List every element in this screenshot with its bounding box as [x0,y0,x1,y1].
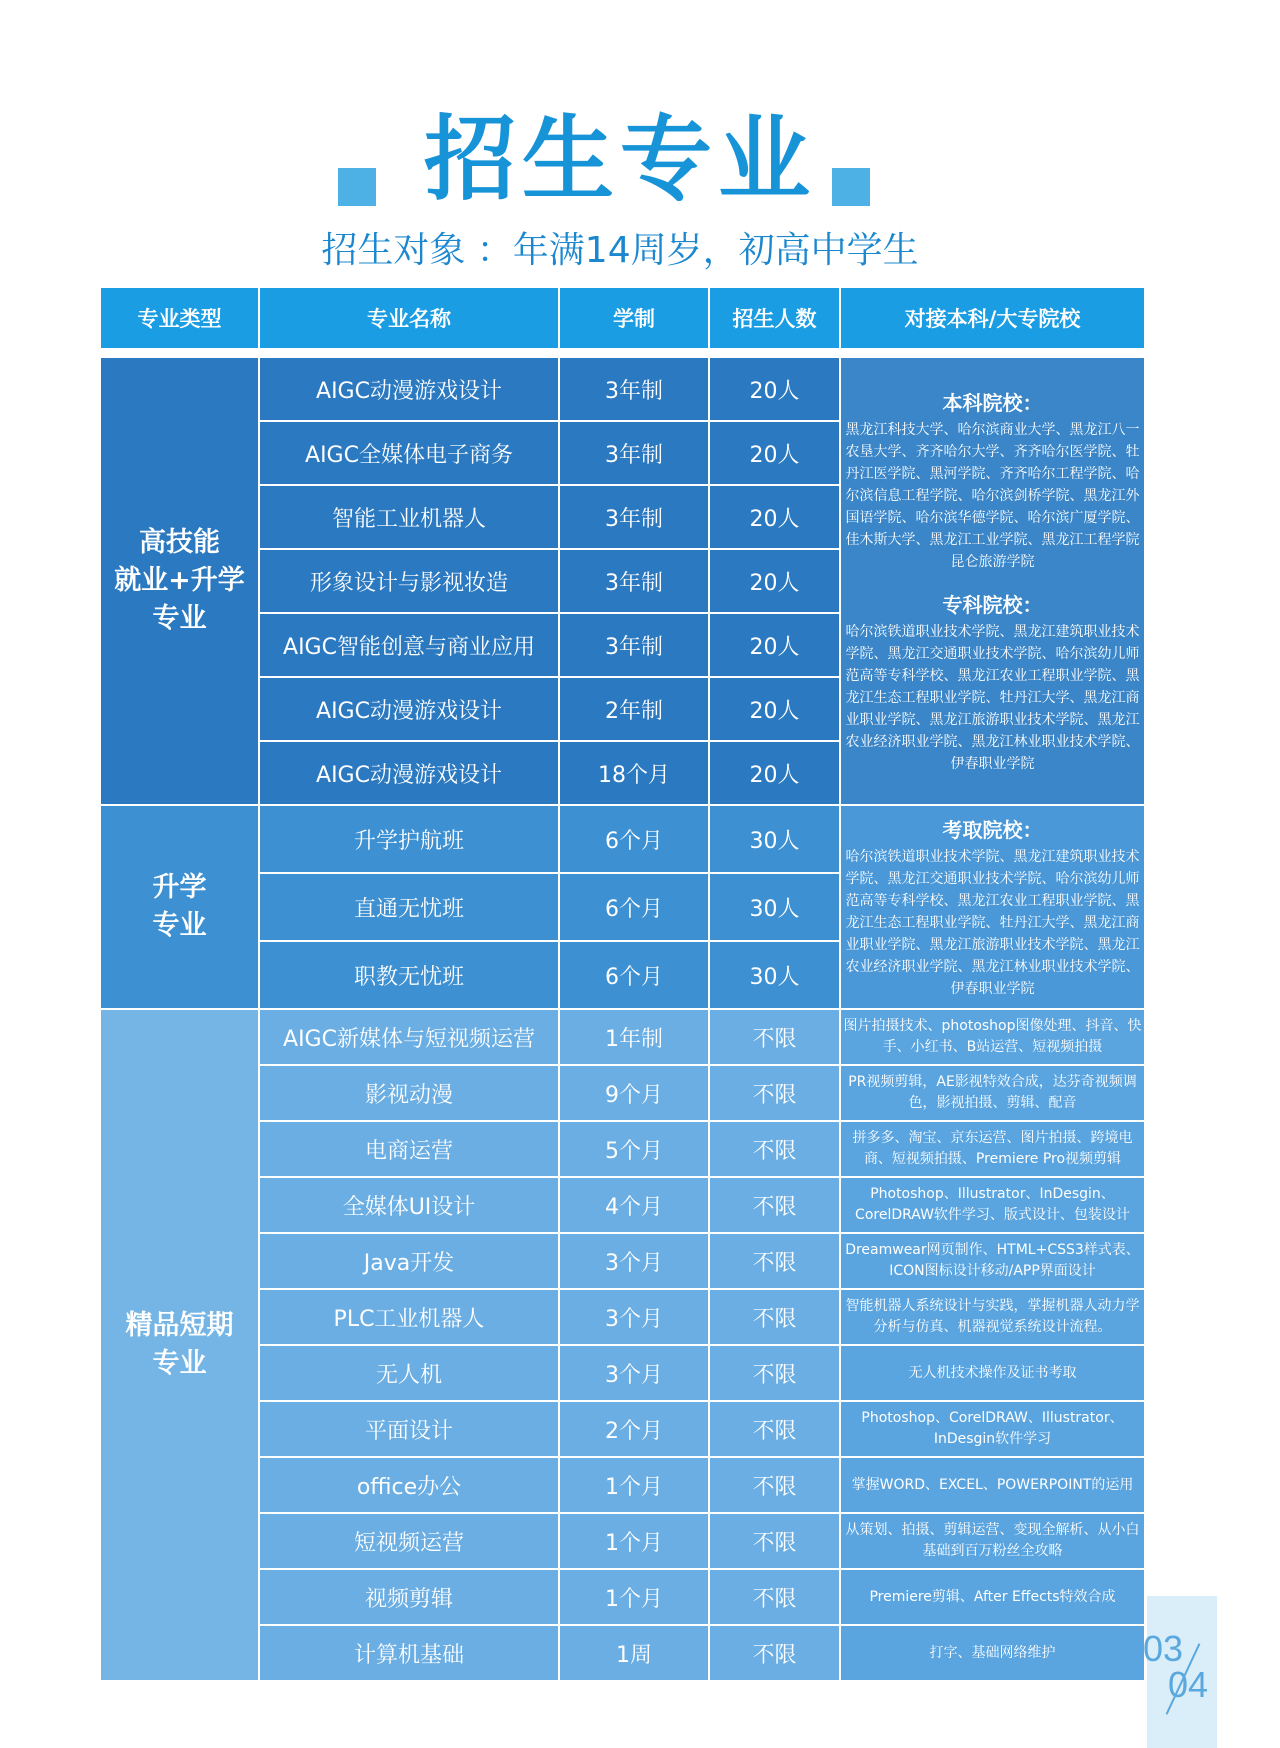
table-header [100,287,1145,349]
major-name: AIGC全媒体电子商务 [259,421,559,485]
duration: 3年制 [559,357,709,421]
duration: 4个月 [559,1177,709,1233]
course-desc: Premiere剪辑、After Effects特效合成 [840,1569,1145,1625]
category-cell [100,357,259,805]
duration: 3个月 [559,1345,709,1401]
duration: 3个月 [559,1289,709,1345]
page-subtitle: 招生对象 ：年满14周岁，初高中学生 [321,230,919,271]
college-head: 专科院校： [942,593,1043,617]
duration: 6个月 [559,805,709,873]
quota: 不限 [709,1177,840,1233]
major-name: office办公 [259,1457,559,1513]
course-desc: 打字、基础网络维护 [840,1625,1145,1681]
major-name: 全媒体UI设计 [259,1177,559,1233]
quota: 不限 [709,1065,840,1121]
column-header: 专业名称 [259,287,559,349]
college-list: 哈尔滨铁道职业技术学院、黑龙江建筑职业技术学院、黑龙江交通职业技术学院、哈尔滨幼儿师范高等专科学校、黑龙江农业工程职业学院、黑龙江生态工程职业学院、牡丹江大学、黑龙江商业职业学院、黑龙江旅游职业技术学院、黑龙江农业经济职业学院、黑龙江林业职业技术学院、伊春职业学院 [845,624,1140,772]
page-current: 03 [1143,1628,1184,1669]
major-name: 短视频运营 [259,1513,559,1569]
category-line: 就业+升学 [114,565,245,596]
major-name: AIGC动漫游戏设计 [259,357,559,421]
major-name: 无人机 [259,1345,559,1401]
major-name: AIGC智能创意与商业应用 [259,613,559,677]
duration: 6个月 [559,873,709,941]
duration: 6个月 [559,941,709,1009]
duration: 2年制 [559,677,709,741]
table-row [100,357,1145,421]
duration: 1个月 [559,1457,709,1513]
quota: 20人 [709,421,840,485]
duration: 18个月 [559,741,709,805]
column-header: 招生人数 [709,287,840,349]
major-name: AIGC新媒体与短视频运营 [259,1009,559,1065]
category-line: 专业 [152,910,207,941]
duration: 1个月 [559,1569,709,1625]
quota: 不限 [709,1009,840,1065]
schools-head: 考取院校： [942,818,1043,842]
major-name: 升学护航班 [259,805,559,873]
major-name: 职教无忧班 [259,941,559,1009]
quota: 不限 [709,1457,840,1513]
major-name: AIGC动漫游戏设计 [259,741,559,805]
course-desc: Photoshop、Illustrator、InDesgin、CorelDRAW软件学习、版式设计、包装设计 [840,1177,1145,1233]
schools-cell [840,805,1145,1009]
quota: 30人 [709,873,840,941]
course-desc: 智能机器人系统设计与实践，掌握机器人动力学分析与仿真、机器视觉系统设计流程。 [840,1289,1145,1345]
quota: 不限 [709,1289,840,1345]
course-desc: 无人机技术操作及证书考取 [840,1345,1145,1401]
course-desc: PR视频剪辑，AE影视特效合成，达芬奇视频调色，影视拍摄、剪辑、配音 [840,1065,1145,1121]
quota: 不限 [709,1121,840,1177]
course-desc: 拼多多、淘宝、京东运营、图片拍摄、跨境电商、短视频拍摄、Premiere Pro视频剪辑 [840,1121,1145,1177]
quota: 30人 [709,941,840,1009]
title-square-right [832,168,870,206]
category-line: 精品短期 [125,1310,234,1341]
quota: 不限 [709,1625,840,1681]
major-name: 智能工业机器人 [259,485,559,549]
major-name: Java开发 [259,1233,559,1289]
category-line: 专业 [152,1348,207,1379]
category-line: 升学 [152,872,207,903]
quota: 不限 [709,1401,840,1457]
category-line: 高技能 [139,527,220,558]
quota: 不限 [709,1345,840,1401]
quota: 20人 [709,741,840,805]
major-name: AIGC动漫游戏设计 [259,677,559,741]
quota: 不限 [709,1569,840,1625]
column-header: 专业类型 [100,287,259,349]
major-name: 电商运营 [259,1121,559,1177]
major-name: 视频剪辑 [259,1569,559,1625]
bachelor-list: 黑龙江科技大学、哈尔滨商业大学、黑龙江八一农垦大学、齐齐哈尔大学、齐齐哈尔医学院、牡丹江医学院、黑河学院、齐齐哈尔工程学院、哈尔滨信息工程学院、哈尔滨剑桥学院、黑龙江外国语学院、哈尔滨华德学院、哈尔滨广厦学院、佳木斯大学、黑龙江工业学院、黑龙江工程学院昆仑旅游学院 [845,422,1140,570]
table-row [100,805,1145,873]
duration: 1周 [559,1625,709,1681]
major-name: 影视动漫 [259,1065,559,1121]
quota: 不限 [709,1513,840,1569]
majors-table [99,286,1146,1682]
quota: 不限 [709,1233,840,1289]
quota: 20人 [709,549,840,613]
category-cell [100,1009,259,1681]
major-name: 直通无忧班 [259,873,559,941]
schools-list: 哈尔滨铁道职业技术学院、黑龙江建筑职业技术学院、黑龙江交通职业技术学院、哈尔滨幼儿师范高等专科学校、黑龙江农业工程职业学院、黑龙江生态工程职业学院、牡丹江大学、黑龙江商业职业学院、黑龙江旅游职业技术学院、黑龙江农业经济职业学院、黑龙江林业职业技术学院、伊春职业学院 [845,849,1140,997]
duration: 3个月 [559,1233,709,1289]
quota: 20人 [709,485,840,549]
column-header: 学制 [559,287,709,349]
quota: 20人 [709,613,840,677]
course-desc: 图片拍摄技术、photoshop图像处理、抖音、快手、小红书、B站运营、短视频拍摄 [840,1009,1145,1065]
duration: 3年制 [559,485,709,549]
course-desc: Dreamwear网页制作、HTML+CSS3样式表、ICON图标设计移动/APP界面设计 [840,1233,1145,1289]
category-cell [100,805,259,1009]
major-name: PLC工业机器人 [259,1289,559,1345]
duration: 3年制 [559,549,709,613]
major-name: 计算机基础 [259,1625,559,1681]
major-name: 形象设计与影视妆造 [259,549,559,613]
table-row [100,1009,1145,1065]
page-title: 招生专业 [423,106,816,213]
column-header: 对接本科/大专院校 [840,287,1145,349]
major-name: 平面设计 [259,1401,559,1457]
duration: 2个月 [559,1401,709,1457]
title-area [0,105,1240,215]
course-desc: 从策划、拍摄、剪辑运营、变现全解析、从小白基础到百万粉丝全攻略 [840,1513,1145,1569]
duration: 5个月 [559,1121,709,1177]
duration: 1年制 [559,1009,709,1065]
schools-cell [840,357,1145,805]
course-desc: 掌握WORD、EXCEL、POWERPOINT的运用 [840,1457,1145,1513]
course-desc: Photoshop、CorelDRAW、Illustrator、InDesgin软件学习 [840,1401,1145,1457]
quota: 30人 [709,805,840,873]
duration: 3年制 [559,421,709,485]
page-total: 04 [1168,1664,1209,1705]
duration: 1个月 [559,1513,709,1569]
duration: 9个月 [559,1065,709,1121]
category-line: 专业 [152,603,207,634]
bachelor-head: 本科院校： [942,391,1043,415]
duration: 3年制 [559,613,709,677]
quota: 20人 [709,677,840,741]
quota: 20人 [709,357,840,421]
